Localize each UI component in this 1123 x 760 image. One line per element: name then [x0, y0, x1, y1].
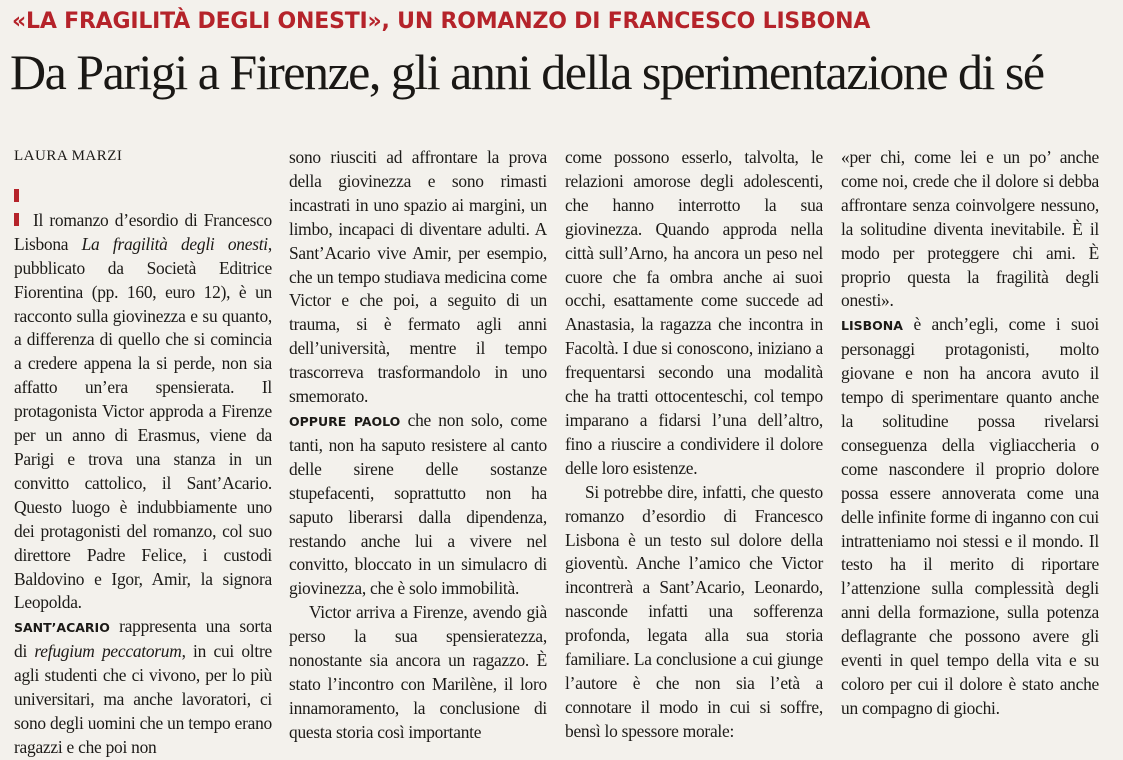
paragraph: Si potrebbe dire, infatti, che questo romanzo d’esordio di Francesco Lisbona è un testo sul dolore della gioventù. Anche l’amico che Victor incontrerà a Sant’Acario, Leonardo, nasconde infatti una sofferenza profonda, legata alla sua storia familiare. La conclusione a cui giunge l’autore è che non sia l’età a connotare il modo in cui si soffre, bensì lo spessore morale: [565, 481, 823, 741]
paragraph: come possono esserlo, talvolta, le relazioni amorose degli adolescenti, che hanno interrotto la sua giovinezza. Quando approda nella città sull’Arno, ha ancora un peso nel cuore che fa ombra anche ai suoi occhi, esattamente come succede ad Anastasia, la ragazza che incontra in Facoltà. I due si conoscono, iniziano a frequentarsi secondo una modalità che ha tratti ottocenteschi, col tempo imparano a fidarsi l’una dell’altro, fino a riuscire a condividere il dolore delle loro esistenze. [565, 147, 823, 478]
book-title: La fragilità degli onesti [81, 233, 268, 254]
column-3 [565, 146, 823, 741]
paragraph: sono riusciti ad affrontare la prova della giovinezza e sono rimasti incastrati in uno spazio ai margini, un limbo, incapaci di diventare adulti. A Sant’Acario vive Amir, per esempio, che un tempo studiava medicina come Victor e che poi, a seguito di un trauma, si è fermato agli anni dell’università, mentre il tempo trascorreva trasformandolo in uno smemorato. [289, 147, 547, 407]
column-1 [14, 146, 272, 757]
paragraph: «per chi, come lei e un po’ anche come noi, crede che il dolore si debba affrontare senza coinvolgere nessuno, la solitudine diventa inevitabile. È il modo per proteggere chi ami. È proprio questa la fragilità degli onesti». [841, 147, 1099, 311]
column-2 [289, 146, 548, 742]
column-4 [841, 146, 1099, 718]
article-headline: Da Parigi a Firenze, gli anni della sperimentazione di sé [10, 44, 1044, 100]
paragraph: SANT’ACARIO rappresenta una sorta di refugium peccatorum, in cui oltre agli studenti che ci vivono, per lo più universitari, ma anche lavoratori, ci sono degli uomini che un tempo erano ragazzi e che poi non [14, 616, 272, 757]
lede-marker-icon [14, 185, 27, 198]
paragraph: Il romanzo d’esordio di Francesco Lisbona La fragilità degli onesti, pubblicato da Società Editrice Fiorentina (pp. 160, euro 12), è un racconto sulla giovinezza e su quanto, a differenza di quello che si comincia a credere appena la si perde, non sia affatto un’era spensierata. Il protagonista Victor approda a Firenze per un anno di Erasmus, viene da Parigi e trova una stanza in un convitto cattolico, il Sant’Acario. Questo luogo è indubbiamente uno dei protagonisti del romanzo, col suo direttore Padre Felice, i custodi Baldovino e Igor, Amir, la signora Leopolda. [14, 185, 272, 615]
paragraph: OPPURE PAOLO che non solo, come tanti, non ha saputo resistere al canto delle sirene delle sostanze stupefacenti, soprattutto non ha saputo liberarsi dalla dipendenza, restando anche lui a vivere nel convitto, bloccato in un simulacro di giovinezza, che è solo immobilità. [289, 409, 548, 599]
article-body [14, 146, 1119, 757]
paragraph-lead: LISBONA [841, 318, 903, 334]
article-kicker: «LA FRAGILITÀ DEGLI ONESTI», UN ROMANZO DI FRANCESCO LISBONA [12, 9, 871, 34]
byline: LAURA MARZI [14, 148, 123, 164]
paragraph: Victor arriva a Firenze, avendo già perso la sua spensieratezza, nonostante sia ancora un ragazzo. È stato l’incontro con Marilène, il loro innamoramento, la conclusione di questa storia così importante [289, 602, 547, 742]
paragraph-lead: SANT’ACARIO [14, 620, 110, 636]
paragraph-lead: OPPURE PAOLO [289, 413, 401, 429]
latin-phrase: refugium peccatorum [34, 641, 182, 662]
paragraph: LISBONA è anch’egli, come i suoi personaggi protagonisti, molto giovane e non ha ancora avuto il tempo di sperimentare quanto anche la solitudine possa rivelarsi conseguenza della vigliaccheria o come nascondere il proprio dolore possa essere annoverata come una delle infinite forme di inganno con cui intratteniamo noi stessi e il mondo. Il testo ha il merito di riportare l’attenzione sulla complessità degli anni della formazione, sulla potenza deflagrante che possono avere gli eventi in quel tempo della vita e su coloro per cui il dolore è stato anche un compagno di giochi. [841, 314, 1099, 718]
